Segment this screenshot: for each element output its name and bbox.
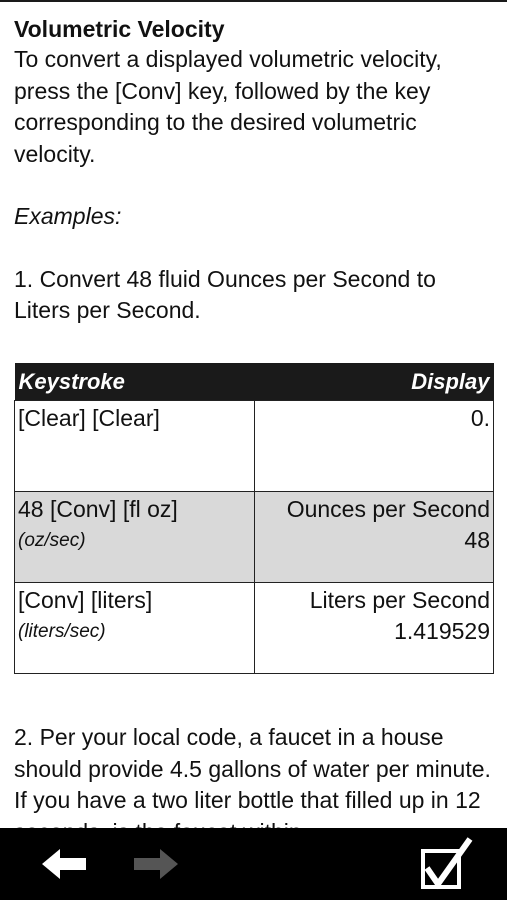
keystroke-cell — [15, 401, 255, 492]
examples-label: Examples: — [14, 203, 122, 229]
table-row — [15, 401, 494, 492]
example-1-text: 1. Convert 48 fluid Ounces per Second to Liters per Second. — [14, 265, 436, 323]
keystroke-cell — [15, 583, 255, 674]
intro-text: To convert a displayed volumetric velocity, press the [Conv] key, followed by the key corresponding to the desired volumetric velocity. — [14, 46, 442, 167]
example-2-text: 2. Per your local code, a faucet in a house should provide 4.5 gallons of water per minute. If you have a two liter bottle that filled up in 12 — [14, 724, 491, 813]
keystroke-text: 48 [Conv] [fl oz] — [18, 496, 178, 522]
done-button[interactable] — [418, 836, 474, 892]
help-content — [14, 14, 496, 327]
top-divider — [0, 0, 507, 2]
display-cell — [255, 583, 494, 674]
left-arrow-icon — [40, 846, 90, 882]
display-label: Liters per Second — [309, 587, 490, 613]
table-row — [15, 583, 494, 674]
unit-text: (liters/sec) — [18, 621, 106, 642]
back-button[interactable] — [40, 846, 90, 882]
keystroke-text: [Clear] [Clear] — [18, 405, 160, 431]
bottom-toolbar — [0, 828, 507, 900]
forward-button[interactable] — [130, 846, 180, 882]
unit-text: (oz/sec) — [18, 530, 86, 551]
table-header-row — [15, 363, 494, 401]
display-label: Ounces per Second — [286, 496, 490, 522]
display-value: 0. — [470, 405, 490, 431]
checkbox-check-icon — [418, 836, 474, 892]
display-cell — [255, 492, 494, 583]
right-arrow-icon — [130, 846, 180, 882]
page-title: Volumetric Velocity — [14, 16, 225, 42]
display-header: Display — [255, 363, 494, 401]
keystroke-table — [14, 363, 494, 674]
keystroke-text: [Conv] [liters] — [18, 587, 153, 613]
table-row — [15, 492, 494, 583]
display-value: 48 — [464, 527, 490, 553]
display-cell — [255, 401, 494, 492]
keystroke-cell — [15, 492, 255, 583]
keystroke-header: Keystroke — [15, 363, 255, 401]
display-value: 1.419529 — [394, 618, 490, 644]
